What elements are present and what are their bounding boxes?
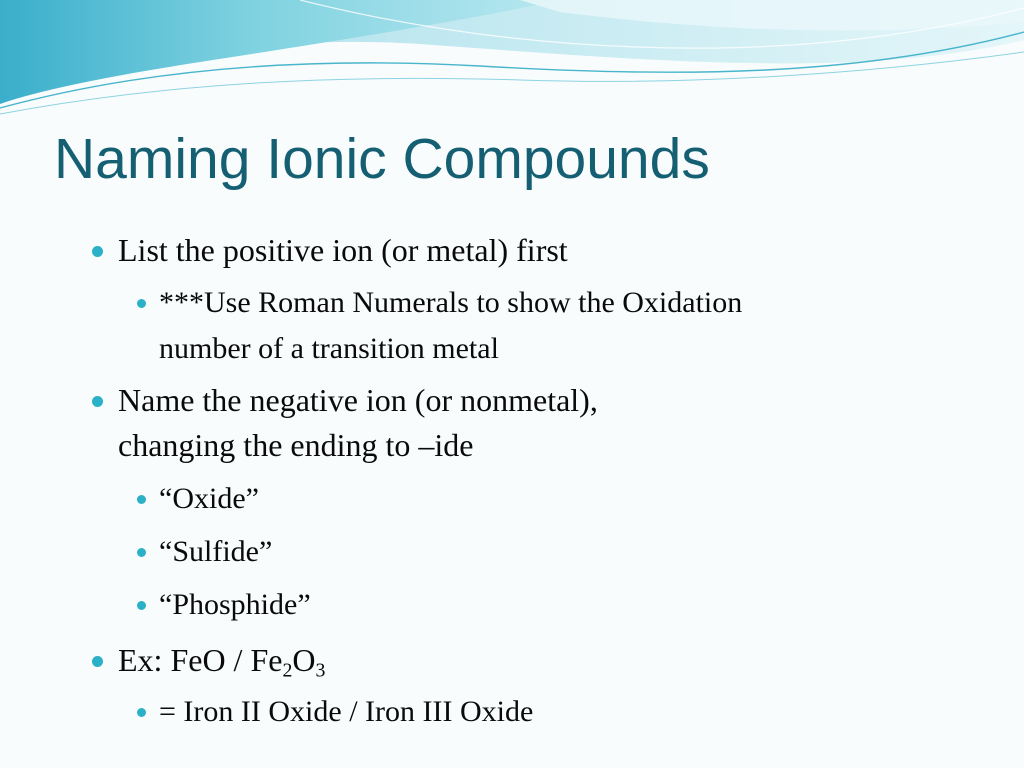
sub-bullet-roman-numerals bbox=[159, 280, 742, 372]
subscript-3: 3 bbox=[315, 659, 326, 682]
bullet-text: List the positive ion (or metal) first bbox=[118, 232, 568, 268]
bullet-dot-icon bbox=[137, 708, 146, 717]
bullet-dot-icon bbox=[137, 548, 146, 557]
sub-bullet-oxide bbox=[159, 476, 259, 522]
bullet-dot-icon bbox=[137, 299, 146, 308]
bullet-text: ***Use Roman Numerals to show the Oxidation bbox=[159, 286, 743, 319]
bullet-text: “Oxide” bbox=[159, 482, 259, 515]
bullet-example bbox=[118, 638, 325, 683]
subscript-2: 2 bbox=[282, 659, 293, 682]
bullet-text: Name the negative ion (or nonmetal), bbox=[118, 382, 598, 418]
bullet-text-continued: changing the ending to –ide bbox=[118, 427, 474, 463]
bullet-negative-ion bbox=[118, 378, 598, 468]
bullet-dot-icon bbox=[92, 246, 103, 257]
sub-bullet-sulfide bbox=[159, 529, 272, 575]
bullet-dot-icon bbox=[137, 601, 146, 610]
bullet-text-continued: number of a transition metal bbox=[159, 332, 499, 365]
bullet-text: = Iron II Oxide / Iron III Oxide bbox=[159, 695, 534, 728]
sub-bullet-phosphide bbox=[159, 582, 311, 628]
sub-bullet-iron-oxides bbox=[159, 689, 533, 735]
example-oxygen: O bbox=[292, 642, 316, 678]
bullet-text: “Sulfide” bbox=[159, 535, 273, 568]
example-prefix: Ex: FeO / Fe bbox=[118, 642, 283, 678]
slide-title: Naming Ionic Compounds bbox=[54, 127, 710, 191]
example-formula bbox=[118, 638, 325, 683]
bullet-positive-ion bbox=[118, 228, 568, 273]
bullet-dot-icon bbox=[92, 656, 103, 667]
bullet-text: “Phosphide” bbox=[159, 588, 311, 621]
bullet-dot-icon bbox=[92, 396, 103, 407]
bullet-dot-icon bbox=[137, 495, 146, 504]
